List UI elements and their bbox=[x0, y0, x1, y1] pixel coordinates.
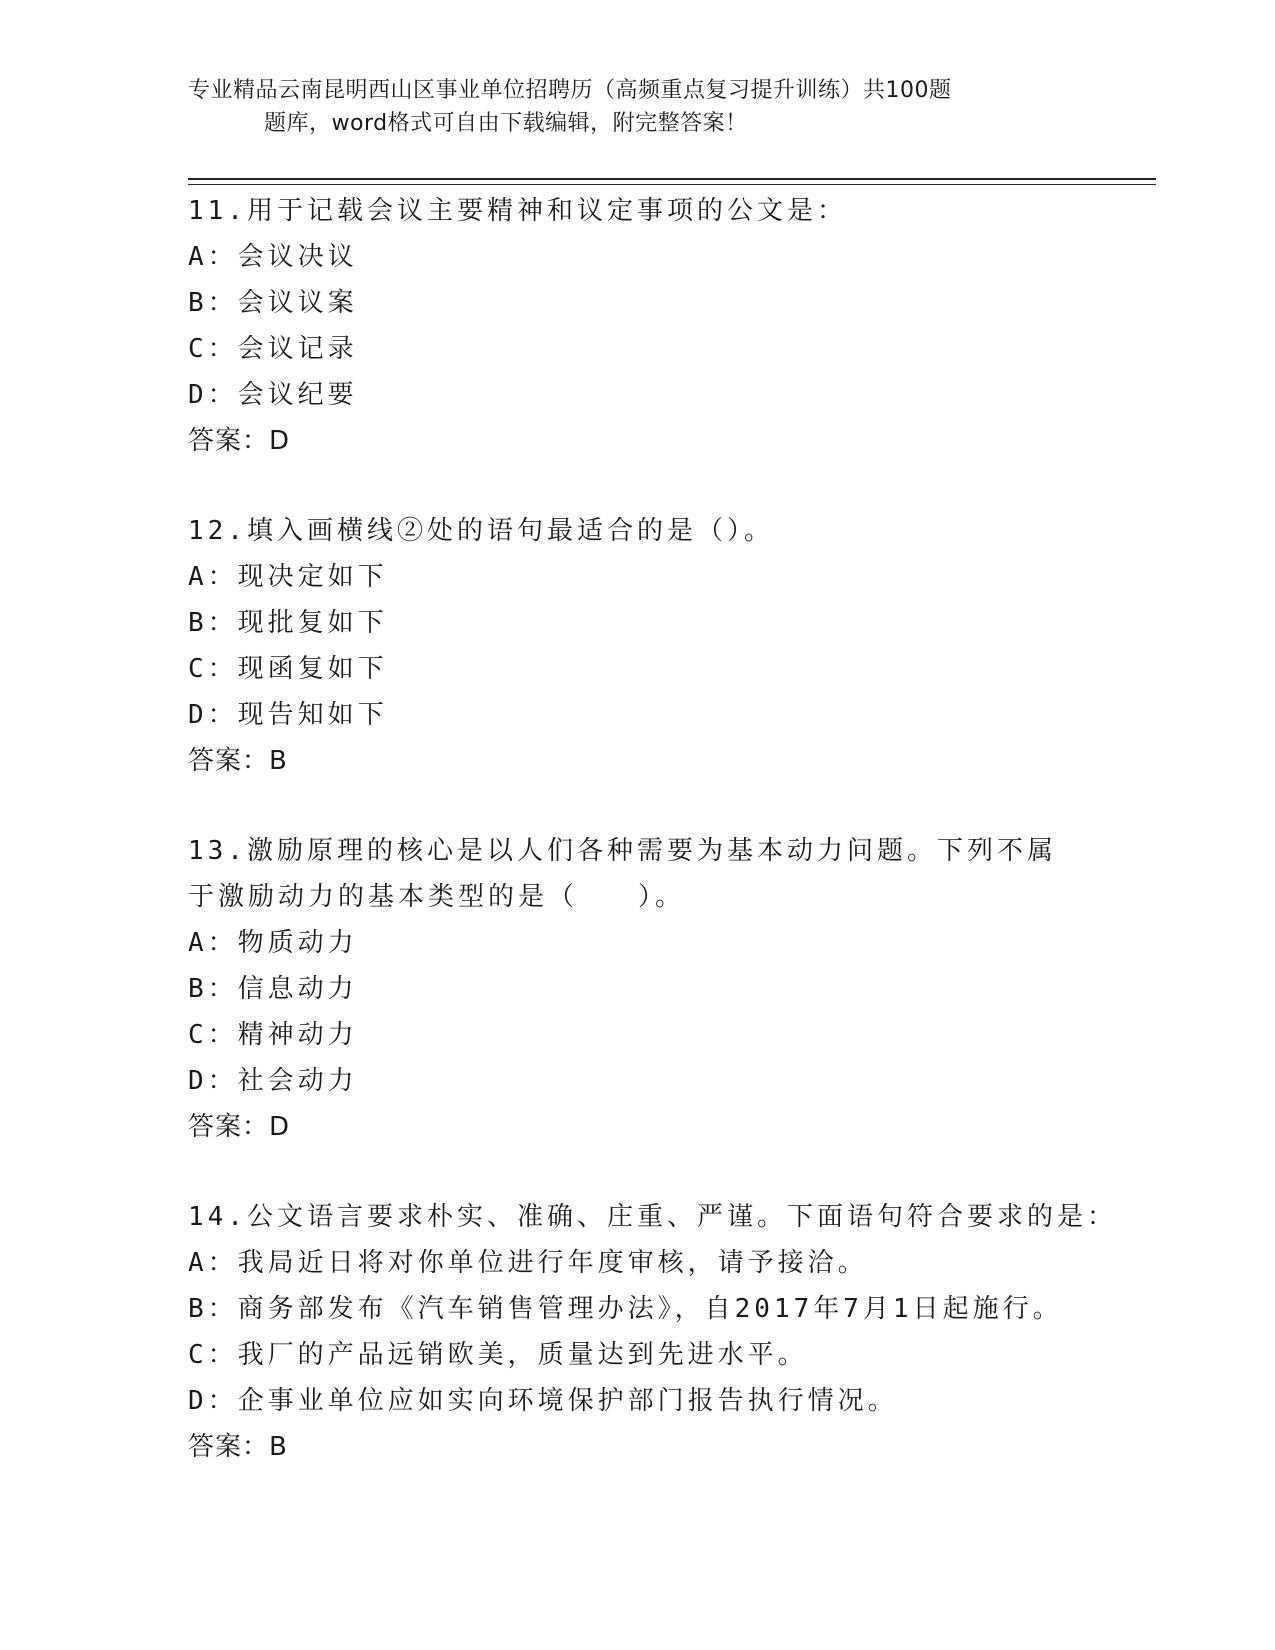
answer-label: 答案：B bbox=[188, 746, 288, 776]
header-divider-thin bbox=[188, 184, 1156, 185]
option-c: C：会议记录 bbox=[188, 334, 358, 364]
header-line-2: 题库，word格式可自由下载编辑，附完整答案！ bbox=[264, 111, 748, 136]
answer-label: 答案：D bbox=[188, 426, 291, 456]
option-d: D：企事业单位应如实向环境保护部门报告执行情况。 bbox=[188, 1386, 898, 1416]
answer-label: 答案：B bbox=[188, 1432, 288, 1462]
question-item bbox=[188, 828, 1088, 1150]
question-stem: 14.公文语言要求朴实、准确、庄重、严谨。下面语句符合要求的是： bbox=[188, 1202, 1117, 1232]
option-d: D：社会动力 bbox=[188, 1066, 358, 1096]
option-b: B：会议议案 bbox=[188, 288, 358, 318]
option-c: C：我厂的产品远销欧美，质量达到先进水平。 bbox=[188, 1340, 808, 1370]
question-list bbox=[188, 188, 1117, 1470]
option-b: B：现批复如下 bbox=[188, 608, 388, 638]
spacer bbox=[188, 1150, 1088, 1194]
option-a: A：物质动力 bbox=[188, 928, 358, 958]
header-divider-thick bbox=[188, 178, 1156, 180]
question-stem: 11.用于记载会议主要精神和议定事项的公文是： bbox=[188, 196, 847, 226]
question-stem: 12.填入画横线②处的语句最适合的是（）。 bbox=[188, 516, 774, 546]
answer-label: 答案：D bbox=[188, 1112, 291, 1142]
option-c: C：精神动力 bbox=[188, 1020, 358, 1050]
spacer bbox=[188, 464, 1088, 508]
option-c: C：现函复如下 bbox=[188, 654, 388, 684]
question-item bbox=[188, 1194, 1117, 1470]
option-b: B：信息动力 bbox=[188, 974, 358, 1004]
spacer bbox=[188, 784, 1088, 828]
question-item bbox=[188, 188, 1088, 464]
option-d: D：会议纪要 bbox=[188, 380, 358, 410]
option-a: A：现决定如下 bbox=[188, 562, 388, 592]
header-line-1: 专业精品云南昆明西山区事业单位招聘历（高频重点复习提升训练）共100题 bbox=[188, 78, 952, 103]
question-stem: 13.激励原理的核心是以人们各种需要为基本动力问题。下列不属于激励动力的基本类型的是（ ）。 bbox=[188, 836, 1057, 912]
option-a: A：会议决议 bbox=[188, 242, 358, 272]
option-a: A：我局近日将对你单位进行年度审核，请予接洽。 bbox=[188, 1248, 868, 1278]
question-item bbox=[188, 508, 1088, 784]
document-header bbox=[188, 74, 1038, 140]
option-b: B：商务部发布《汽车销售管理办法》，自2017年7月1日起施行。 bbox=[188, 1294, 1063, 1324]
option-d: D：现告知如下 bbox=[188, 700, 388, 730]
